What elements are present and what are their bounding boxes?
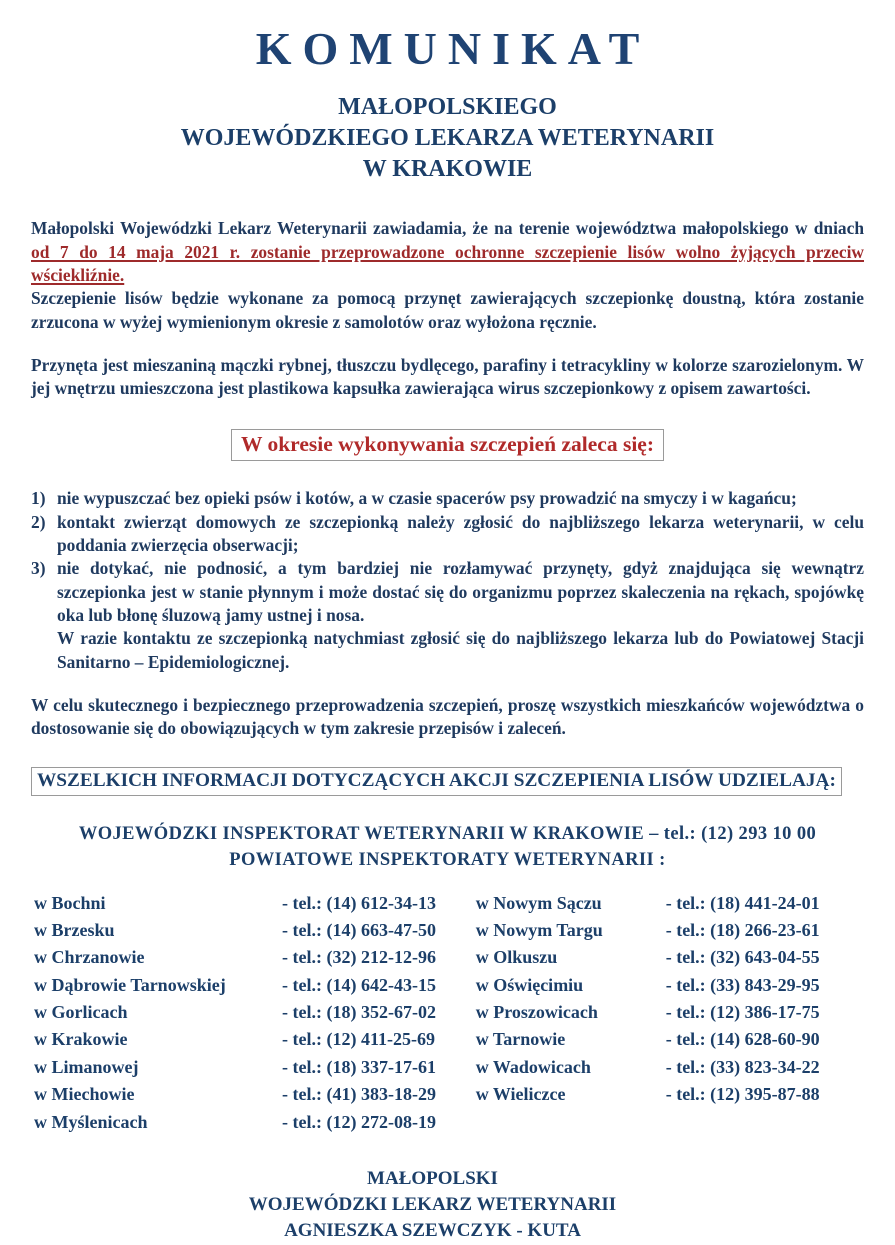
phone-row	[34, 944, 476, 971]
phone-directory	[31, 890, 864, 1136]
phone-number: - tel.: (41) 383-18-29	[282, 1084, 436, 1105]
phone-city: w Proszowicach	[475, 1002, 598, 1023]
phone-number: - tel.: (18) 266-23-61	[665, 920, 820, 940]
signature-block	[31, 1166, 864, 1245]
phone-city: w Brzesku	[34, 920, 115, 940]
phone-city: w Tarnowie	[475, 1029, 566, 1050]
phone-row	[34, 999, 476, 1026]
phone-city: w Krakowie	[34, 1029, 128, 1050]
phone-number: - tel.: (14) 663-47-50	[282, 920, 436, 940]
phone-column-left	[31, 890, 476, 1136]
phone-row	[34, 917, 476, 944]
intro-paragraph	[31, 217, 864, 287]
phone-number: - tel.: (12) 386-17-75	[665, 1002, 820, 1023]
signature-line-2: WOJEWÓDZKI LEKARZ WETERYNARII	[248, 1194, 617, 1216]
phone-city: w Oświęcimiu	[475, 974, 584, 995]
recommendations-heading: W okresie wykonywania szczepień zaleca się:	[231, 429, 664, 462]
phone-number: - tel.: (12) 272-08-19	[282, 1111, 436, 1132]
phone-number: - tel.: (32) 212-12-96	[282, 947, 436, 968]
contact-note: W razie kontaktu ze szczepionką natychmiast zgłosić się do najbliższego lekarza lub do Powiatowej Stacji Sanitarno – Epidemiologicznej.	[57, 628, 864, 672]
phone-row	[34, 1054, 476, 1081]
intro-text-part1: Małopolski Wojewódzki Lekarz Weterynarii zawiadamia, że na terenie województwa małopolskiego w dniach	[31, 218, 864, 239]
phone-row	[34, 1081, 476, 1108]
list-item-marker: 3)	[31, 558, 46, 579]
phone-row	[476, 944, 864, 971]
phone-number: - tel.: (18) 337-17-61	[282, 1056, 436, 1077]
recommendations-heading-wrapper	[31, 429, 864, 462]
phone-city: w Limanowej	[34, 1056, 139, 1077]
list-item	[31, 511, 864, 558]
phone-number: - tel.: (32) 643-04-55	[665, 947, 820, 968]
signature-line-1: MAŁOPOLSKI	[367, 1167, 498, 1189]
bait-description-paragraph: Przynęta jest mieszaniną mączki rybnej, tłuszczu bydlęcego, parafiny i tetracykliny w kolorze szarozielonym. W jej wnętrzu umieszczona jest plastikowa kapsułka zawierająca wirus szczepionkowy z opisem zawartości.	[31, 355, 864, 399]
list-item-marker: 1)	[31, 488, 46, 509]
voivodeship-inspectorate-line: WOJEWÓDZKI INSPEKTORAT WETERYNARII W KRAKOWIE – tel.: (12) 293 10 00	[78, 823, 817, 844]
phone-city: w Miechowie	[34, 1084, 135, 1105]
district-inspectorates-line: POWIATOWE INSPEKTORATY WETERYNARII :	[229, 849, 666, 870]
phone-city: w Bochni	[34, 892, 106, 913]
phone-city: w Wieliczce	[475, 1084, 566, 1105]
list-item-text: nie dotykać, nie podnosić, a tym bardziej nie rozłamywać przynęty, gdyż znajdująca się wewnątrz szczepionka jest w stanie płynnym i może dostać się do organizmu poprzez skaleczenia na rękach, spojówkę oka lub błonę śluzową jamy ustnej i nosa.	[57, 558, 864, 625]
phone-number: - tel.: (14) 612-34-13	[282, 892, 436, 913]
phone-row	[476, 890, 864, 917]
list-item	[31, 487, 864, 510]
phone-city: w Wadowicach	[475, 1056, 591, 1077]
phone-number: - tel.: (18) 441-24-01	[665, 892, 820, 913]
list-item-marker: 2)	[31, 511, 46, 532]
phone-row	[34, 1109, 476, 1136]
list-item-text: nie wypuszczać bez opieki psów i kotów, a w czasie spacerów psy prowadzić na smyczy i w kagańcu;	[57, 488, 797, 509]
phone-number: - tel.: (14) 642-43-15	[282, 974, 436, 995]
appeal-paragraph: W celu skutecznego i bezpiecznego przeprowadzenia szczepień, proszę wszystkich mieszkańców województwa o dostosowanie się do obowiązujących w tym zakresie przepisów i zaleceń.	[31, 694, 864, 739]
phone-city: w Myślenicach	[34, 1111, 148, 1132]
phone-row	[476, 917, 864, 944]
intro-paragraph-continued: Szczepienie lisów będzie wykonane za pomocą przynęt zawierających szczepionkę doustną, która zostanie zrzucona w wyżej wymienionym okresie z samolotów oraz wyłożona ręcznie.	[31, 288, 864, 332]
phone-number: - tel.: (12) 411-25-69	[282, 1029, 435, 1050]
phone-city: w Nowym Targu	[475, 920, 603, 940]
phone-row	[34, 890, 476, 917]
phone-city: w Olkuszu	[475, 947, 558, 968]
phone-city: w Dąbrowie Tarnowskiej	[34, 974, 226, 995]
phone-row	[476, 1081, 864, 1108]
intro-highlight-dates: od 7 do 14 maja 2021 r. zostanie przeprowadzone ochronne szczepienie lisów wolno żyjących przeciw wściekliźnie.	[31, 241, 864, 286]
subtitle-officer: WOJEWÓDZKIEGO LEKARZA WETERYNARII	[180, 124, 715, 151]
phone-row	[476, 972, 864, 999]
info-heading: WSZELKICH INFORMACJI DOTYCZĄCYCH AKCJI SZCZEPIENIA LISÓW UDZIELAJĄ:	[31, 767, 842, 796]
phone-number: - tel.: (33) 843-29-95	[665, 974, 820, 995]
phone-row	[34, 972, 476, 999]
phone-city: w Nowym Sączu	[475, 892, 602, 913]
phone-city: w Chrzanowie	[34, 947, 145, 968]
phone-number: - tel.: (14) 628-60-90	[665, 1029, 820, 1050]
phone-city: w Gorlicach	[34, 1002, 128, 1023]
phone-row	[476, 1026, 864, 1053]
phone-row	[476, 1054, 864, 1081]
list-item-text: kontakt zwierząt domowych ze szczepionką należy zgłosić do najbliższego lekarza weterynarii, w celu poddania zwierzęcia obserwacji;	[57, 511, 864, 556]
phone-row	[34, 1026, 476, 1053]
page-title: KOMUNIKAT	[255, 23, 651, 74]
phone-number: - tel.: (33) 823-34-22	[665, 1056, 820, 1077]
signature-line-3: AGNIESZKA SZEWCZYK - KUTA	[284, 1220, 581, 1242]
phone-column-right	[476, 890, 864, 1136]
list-item	[31, 557, 864, 627]
recommendations-list	[31, 487, 864, 674]
phone-number: - tel.: (18) 352-67-02	[282, 1002, 436, 1023]
phone-number: - tel.: (12) 395-87-88	[665, 1084, 820, 1105]
subtitle-city: W KRAKOWIE	[362, 155, 533, 182]
subtitle-voivodeship: MAŁOPOLSKIEGO	[338, 94, 557, 120]
phone-row	[476, 999, 864, 1026]
